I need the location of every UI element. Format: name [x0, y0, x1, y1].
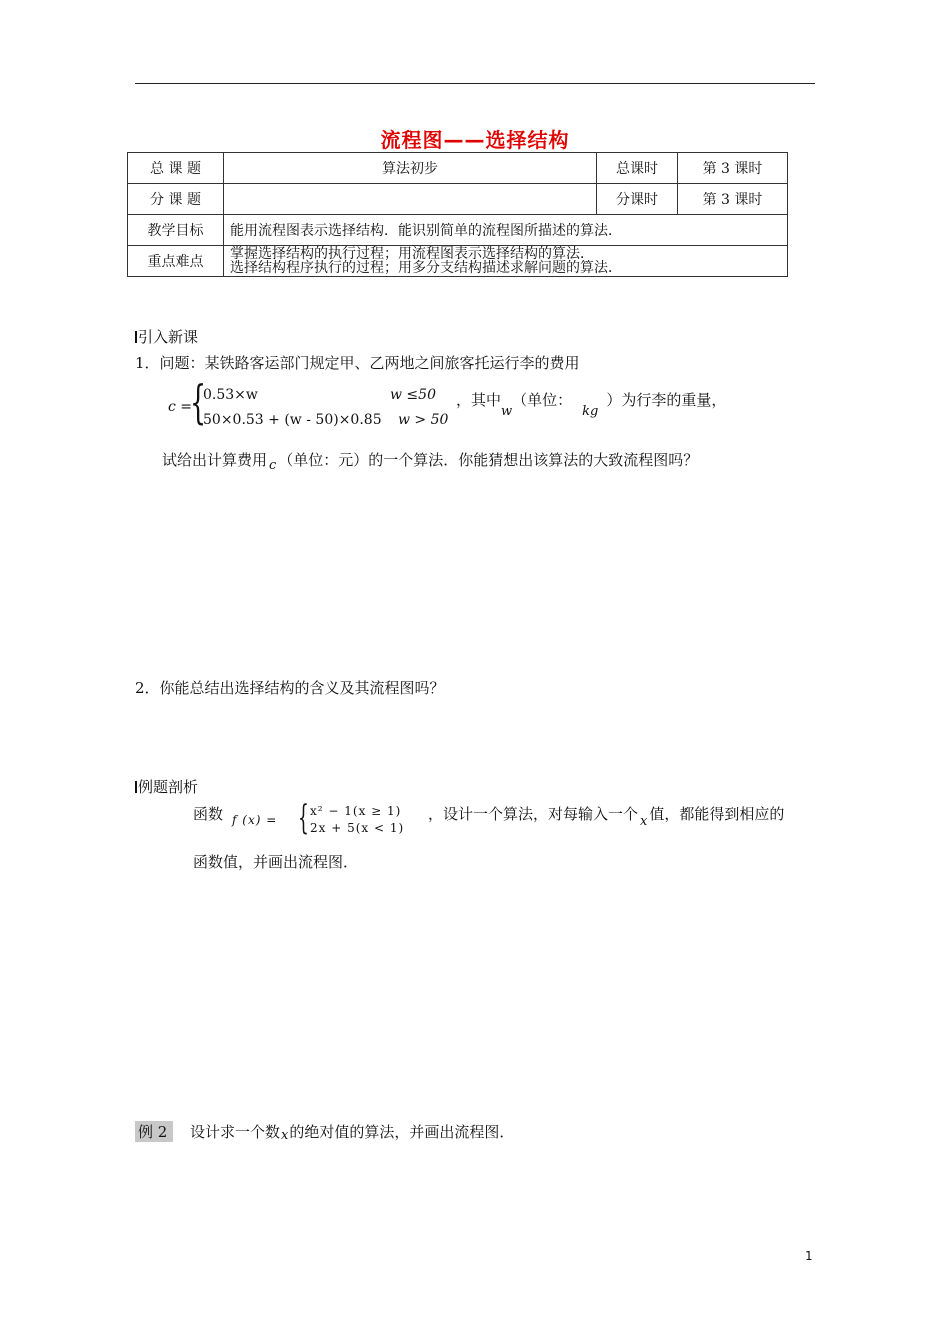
subtopic-value — [224, 184, 597, 215]
table-row — [128, 215, 788, 246]
document-title: 流程图——选择结构 — [380, 128, 570, 152]
total-hours-value: 第 3 课时 — [678, 153, 788, 184]
page-number: 1 — [805, 1249, 813, 1263]
objectives-value: 能用流程图表示选择结构．能识别简单的流程图所描述的算法． — [224, 215, 788, 246]
var-c: c — [269, 458, 277, 473]
objectives-label: 教学目标 — [128, 215, 224, 246]
key-points-label: 重点难点 — [128, 246, 224, 277]
brace-symbol: { — [298, 798, 310, 838]
key-point-1: 掌握选择结构的执行过程；用流程图表示选择结构的算法． — [230, 246, 594, 262]
total-hours-label: 总课时 — [597, 153, 678, 184]
function-name: f (x) = — [232, 813, 278, 827]
header-rule — [135, 83, 815, 84]
brace-symbol: { — [190, 375, 207, 429]
examples-heading: 例题剖析 — [135, 776, 198, 797]
unit-kg: kg — [582, 404, 599, 419]
question-1: 1．问题：某铁路客运部门规定甲、乙两地之间旅客托运行李的费用 — [135, 354, 580, 372]
topic-value: 算法初步 — [224, 153, 597, 184]
key-point-2: 选择结构程序执行的过程；用多分支结构描述求解问题的算法． — [230, 260, 622, 276]
piecewise-formula — [168, 375, 468, 435]
subtopic-label: 分 课 题 — [128, 184, 224, 215]
example-2-tag: 例 2 — [135, 1121, 173, 1142]
formula-description: ，其中w（单位：kg）为行李的重量， — [456, 391, 727, 419]
intro-heading: 引入新课 — [135, 326, 198, 347]
function-case-1: x² − 1(x ≥ 1) — [310, 804, 402, 818]
topic-label: 总 课 题 — [128, 153, 224, 184]
table-row — [128, 184, 788, 215]
formula-case-1-cond: w ≤50 — [390, 387, 436, 403]
question-1-continued: 试给出计算费用 c （单位：元）的一个算法．你能猜想出该算法的大致流程图吗？ — [162, 451, 699, 473]
var-x: x — [281, 1128, 289, 1143]
formula-case-2-expr: 50×0.53 + (w - 50)×0.85 — [203, 412, 382, 428]
example-1-text: ，设计一个算法，对每输入一个 x 值，都能得到相应的 — [428, 805, 785, 829]
sub-hours-label: 分课时 — [597, 184, 678, 215]
example-2-text: 设计求一个数x的绝对值的算法，并画出流程图． — [190, 1123, 515, 1143]
table-row — [128, 153, 788, 184]
sub-hours-value: 第 3 课时 — [678, 184, 788, 215]
key-points-value — [224, 246, 788, 277]
formula-case-1-expr: 0.53×w — [203, 387, 258, 403]
table-row — [128, 246, 788, 277]
formula-case-2-cond: w > 50 — [398, 412, 449, 428]
var-x: x — [640, 814, 648, 829]
example-1-intro: 函数 — [193, 805, 224, 823]
question-2: 2．你能总结出选择结构的含义及其流程图吗？ — [135, 679, 445, 697]
function-case-2: 2x + 5(x < 1) — [310, 821, 405, 835]
function-definition — [232, 798, 427, 839]
lesson-info-table — [127, 152, 788, 277]
formula-lhs: c = — [168, 399, 193, 415]
var-w: w — [501, 404, 513, 419]
example-1-continued: 函数值，并画出流程图． — [193, 853, 359, 871]
